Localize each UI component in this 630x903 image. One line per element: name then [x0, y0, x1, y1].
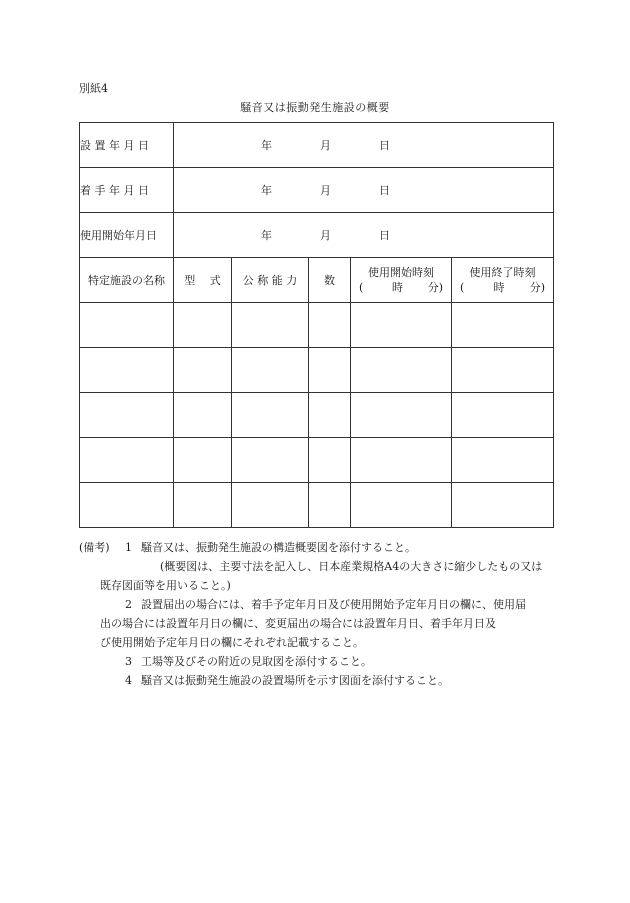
note-number: 3	[125, 655, 132, 668]
table-row	[80, 348, 554, 393]
end-time-cell[interactable]	[452, 303, 554, 348]
count-cell[interactable]	[309, 348, 351, 393]
note-text: び使用開始予定年月日の欄にそれぞれ記載すること。	[100, 636, 364, 649]
day-unit: 日	[379, 229, 390, 242]
installation-date-label: 設 置 年 月 日	[80, 123, 174, 168]
col-facility-name: 特定施設の名称	[80, 258, 174, 303]
name-cell[interactable]	[80, 303, 174, 348]
column-header-row	[80, 258, 554, 303]
col-start-time	[351, 258, 452, 303]
type-cell[interactable]	[174, 483, 232, 528]
construction-start-date-row	[80, 168, 554, 213]
capacity-cell[interactable]	[232, 393, 309, 438]
construction-start-date-field[interactable]	[174, 168, 554, 213]
col-type: 型 式	[174, 258, 232, 303]
note-text: (概要図は、主要寸法を記入し、日本産業規格A4の大きさに縮少したもの又は	[160, 560, 543, 573]
note-number: 2	[125, 598, 132, 611]
remarks-heading: (備考)	[79, 541, 110, 554]
table-row	[80, 393, 554, 438]
start-time-hour: 時	[392, 281, 403, 294]
day-unit: 日	[379, 184, 390, 197]
start-time-title: 使用開始時刻	[368, 266, 434, 279]
start-time-minute: 分)	[427, 281, 443, 294]
count-cell[interactable]	[309, 303, 351, 348]
end-time-hour: 時	[493, 281, 505, 294]
note-text: 工場等及びその附近の見取図を添付すること。	[141, 655, 372, 668]
start-time-cell[interactable]	[351, 393, 452, 438]
use-start-date-row	[80, 213, 554, 258]
capacity-cell[interactable]	[232, 483, 309, 528]
start-time-cell[interactable]	[351, 438, 452, 483]
name-cell[interactable]	[80, 393, 174, 438]
document-title: 騒音又は振動発生施設の概要	[240, 101, 390, 114]
end-time-minute: 分)	[529, 281, 546, 294]
installation-date-field[interactable]	[174, 123, 554, 168]
year-unit: 年	[261, 139, 272, 152]
capacity-cell[interactable]	[232, 303, 309, 348]
capacity-cell[interactable]	[232, 348, 309, 393]
table-row	[80, 438, 554, 483]
end-time-open-paren: (	[460, 281, 465, 294]
type-cell[interactable]	[174, 393, 232, 438]
use-start-date-field[interactable]	[174, 213, 554, 258]
count-cell[interactable]	[309, 393, 351, 438]
type-cell[interactable]	[174, 303, 232, 348]
end-time-cell[interactable]	[452, 438, 554, 483]
start-time-open-paren: (	[359, 281, 364, 294]
start-time-cell[interactable]	[351, 483, 452, 528]
count-cell[interactable]	[309, 438, 351, 483]
month-unit: 月	[320, 184, 331, 197]
note-text: 騒音又は振動発生施設の設置場所を示す図面を添付すること。	[141, 674, 449, 687]
remarks-section	[79, 538, 559, 690]
end-time-cell[interactable]	[452, 348, 554, 393]
year-unit: 年	[261, 184, 272, 197]
table-row	[80, 483, 554, 528]
attachment-label: 別紙4	[79, 82, 108, 95]
count-cell[interactable]	[309, 483, 351, 528]
use-start-date-label: 使用開始年月日	[80, 213, 174, 258]
note-text: 既存図面等を用いること。)	[100, 579, 231, 592]
end-time-cell[interactable]	[452, 393, 554, 438]
note-text: 出の場合には設置年月日の欄に、変更届出の場合には設置年月日、着手年月日及	[100, 617, 496, 630]
facility-summary-table	[79, 122, 554, 528]
note-text: 設置届出の場合には、着手予定年月日及び使用開始予定年月日の欄に、使用届	[141, 598, 526, 611]
construction-start-date-label: 着 手 年 月 日	[80, 168, 174, 213]
note-number: 4	[125, 674, 132, 687]
installation-date-row	[80, 123, 554, 168]
note-number: 1	[125, 541, 132, 554]
type-cell[interactable]	[174, 348, 232, 393]
day-unit: 日	[379, 139, 390, 152]
col-end-time	[452, 258, 554, 303]
name-cell[interactable]	[80, 483, 174, 528]
start-time-cell[interactable]	[351, 348, 452, 393]
end-time-cell[interactable]	[452, 483, 554, 528]
name-cell[interactable]	[80, 348, 174, 393]
start-time-cell[interactable]	[351, 303, 452, 348]
note-text: 騒音又は、振動発生施設の構造概要図を添付すること。	[141, 541, 416, 554]
type-cell[interactable]	[174, 438, 232, 483]
month-unit: 月	[320, 229, 331, 242]
name-cell[interactable]	[80, 438, 174, 483]
month-unit: 月	[320, 139, 331, 152]
col-count: 数	[309, 258, 351, 303]
table-row	[80, 303, 554, 348]
year-unit: 年	[261, 229, 272, 242]
col-capacity: 公 称 能 力	[232, 258, 309, 303]
capacity-cell[interactable]	[232, 438, 309, 483]
end-time-title: 使用終了時刻	[469, 266, 536, 279]
